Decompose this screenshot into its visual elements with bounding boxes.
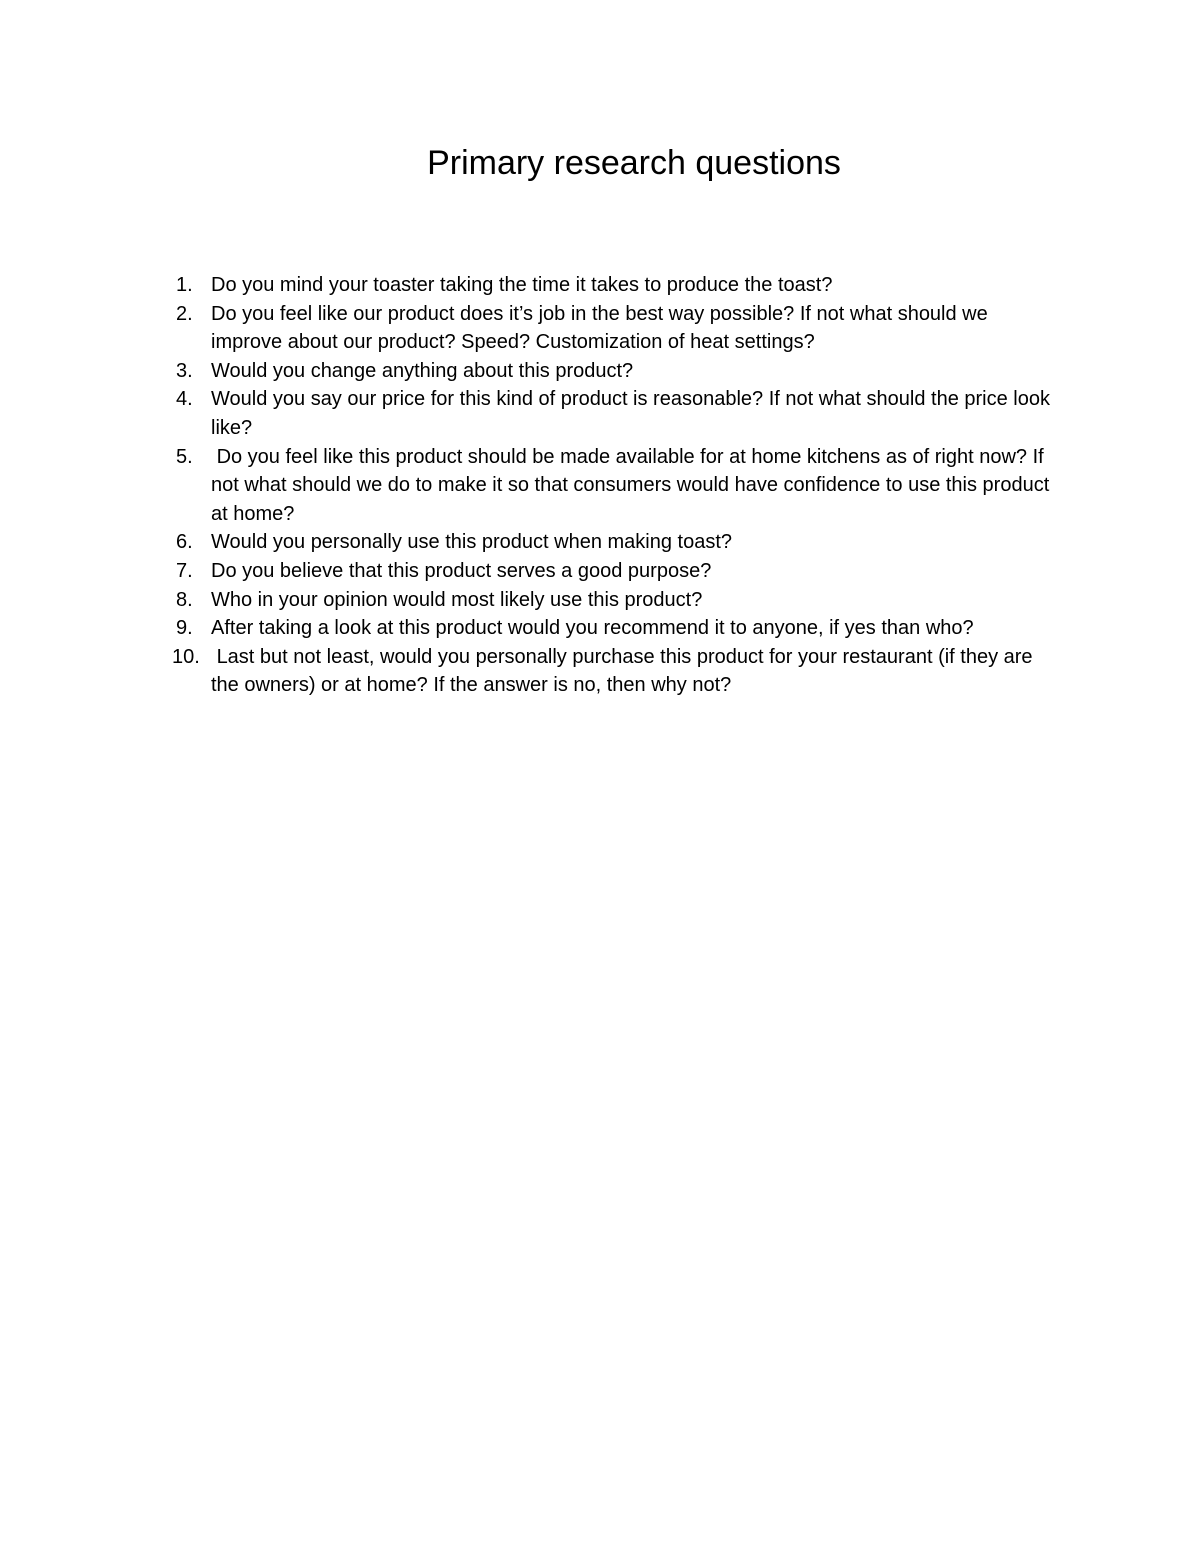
question-number: 3. [176, 359, 193, 382]
question-number: 9. [176, 617, 193, 640]
question-text: After taking a look at this product would you recommend it to anyone, if yes than who? [211, 617, 974, 640]
list-item [172, 614, 1062, 643]
question-text: Would you personally use this product when making toast? [211, 531, 733, 554]
question-number: 1. [176, 274, 193, 296]
list-item [172, 385, 1062, 442]
question-text: Do you believe that this product serves a good purpose? [211, 559, 712, 582]
list-item [172, 357, 1062, 386]
question-number: 5. [176, 445, 193, 468]
question-number: 2. [176, 302, 193, 325]
question-text: Would you change anything about this product? [211, 359, 634, 382]
list-item [172, 643, 1062, 700]
question-number: 7. [176, 559, 193, 582]
list-item [172, 443, 1062, 529]
list-item [172, 557, 1062, 586]
question-text: Would you say our price for this kind of product is reasonable? If not what should the price look like? [211, 388, 1050, 439]
question-text: Do you mind your toaster taking the time it takes to produce the toast? [211, 274, 833, 296]
document-title: Primary research questions [427, 144, 841, 182]
question-number: 6. [176, 531, 193, 554]
question-text: Do you feel like our product does it’s job in the best way possible? If not what should we improve about our product? Speed? Customization of heat settings? [211, 302, 988, 354]
list-item [172, 528, 1062, 557]
question-text: Who in your opinion would most likely use this product? [211, 588, 703, 611]
list-item [172, 300, 1062, 357]
question-text: Do you feel like this product should be made available for at home kitchens as of right now? If not what should we do to make it so that consumers would have confidence to use this product at home? [211, 445, 1055, 525]
question-number: 8. [176, 588, 193, 611]
question-list [172, 271, 1062, 700]
question-number: 4. [176, 388, 193, 411]
list-item [172, 271, 1062, 300]
question-number: 10. [172, 645, 200, 668]
list-item [172, 586, 1062, 615]
question-text: Last but not least, would you personally purchase this product for your restaurant (if they are the owners) or at home? If the answer is no, then why not? [211, 645, 1039, 697]
